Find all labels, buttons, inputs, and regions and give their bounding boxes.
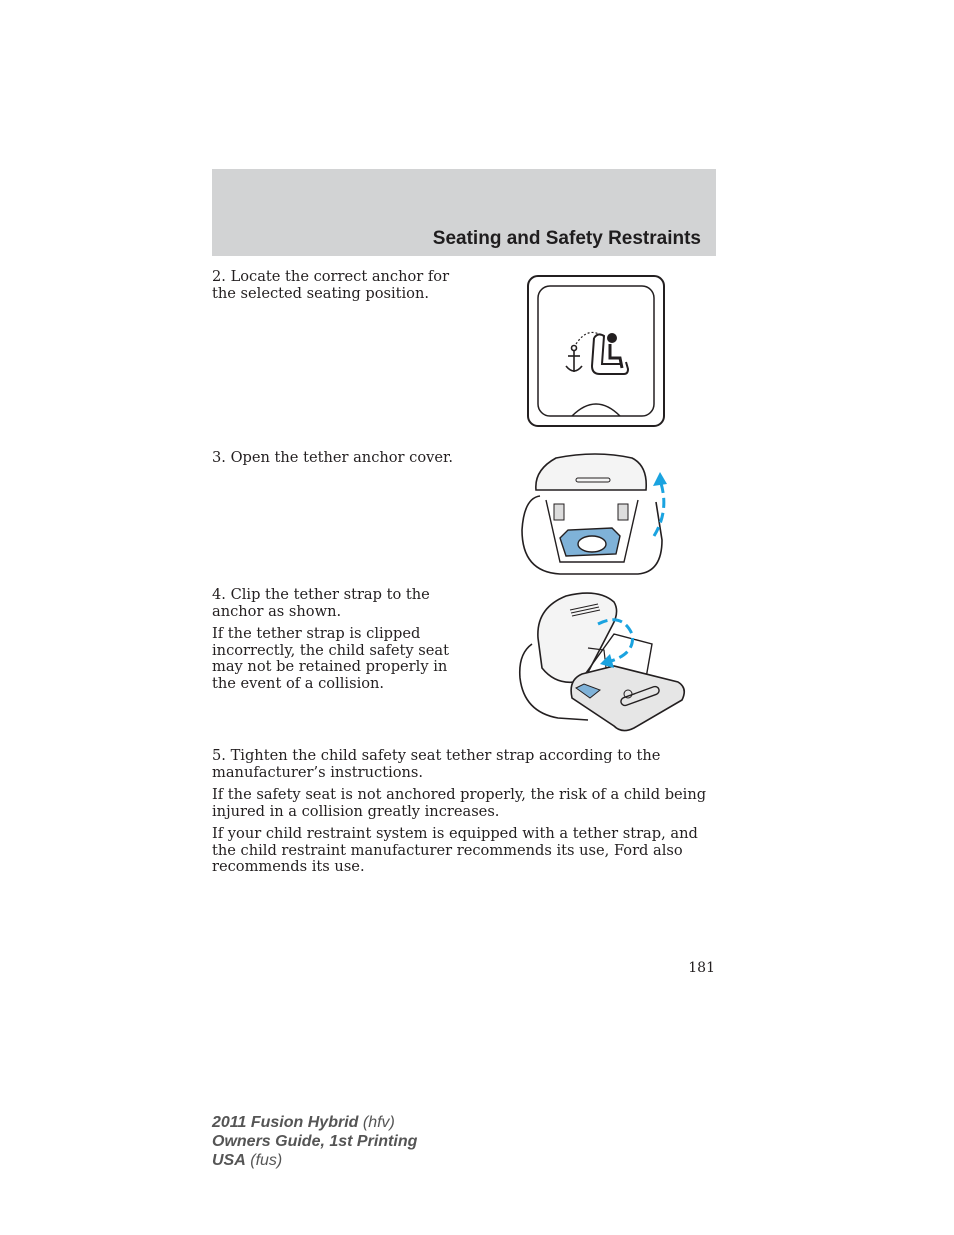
step-2-paragraph: 2. Locate the correct anchor for the selected seating position. (212, 268, 450, 302)
page-number: 181 (688, 960, 715, 976)
recommendation-paragraph: If your child restraint system is equipped with a tether strap, and the child restraint manufacturer recommends its use, Ford also recommends its use. (212, 825, 698, 875)
tether-anchor-cover-closed-illustration (526, 274, 666, 428)
open-arrowhead-icon (653, 472, 667, 486)
step-4-paragraph: 4. Clip the tether strap to the anchor as shown. (212, 586, 430, 620)
footer-model-code: (hfv) (362, 1114, 395, 1131)
footer-guide: Owners Guide, 1st Printing (212, 1133, 418, 1150)
clip-arrowhead-icon (600, 654, 614, 668)
step-4-warning: If the tether strap is clipped incorrectly, the child safety seat may not be retained properly in the event of a collision. (212, 625, 449, 692)
step-5-paragraph: 5. Tighten the child safety seat tether strap according to the manufacturer’s instructions. (212, 747, 661, 781)
step-5-section (212, 748, 716, 876)
footer-region: USA (212, 1152, 246, 1169)
tether-anchor-cover-open-illustration (520, 450, 684, 578)
step-3-text (212, 450, 474, 467)
step-3-paragraph: 3. Open the tether anchor cover. (212, 449, 454, 466)
tether-strap-clip-illustration (518, 588, 688, 736)
footer-line-3 (212, 1151, 417, 1170)
footer-region-code: (fus) (250, 1152, 283, 1169)
open-arrow (654, 480, 664, 536)
document-footer (212, 1113, 417, 1170)
step-2-text (212, 269, 474, 302)
step-4-text (212, 587, 474, 692)
section-header-band (212, 169, 716, 256)
section-title: Seating and Safety Restraints (432, 228, 701, 249)
anchor-warning-paragraph: If the safety seat is not anchored properly, the risk of a child being injured in a collision greatly increases. (212, 786, 707, 820)
footer-line-2 (212, 1132, 417, 1151)
footer-line-1 (212, 1113, 417, 1132)
footer-model: 2011 Fusion Hybrid (212, 1114, 359, 1131)
